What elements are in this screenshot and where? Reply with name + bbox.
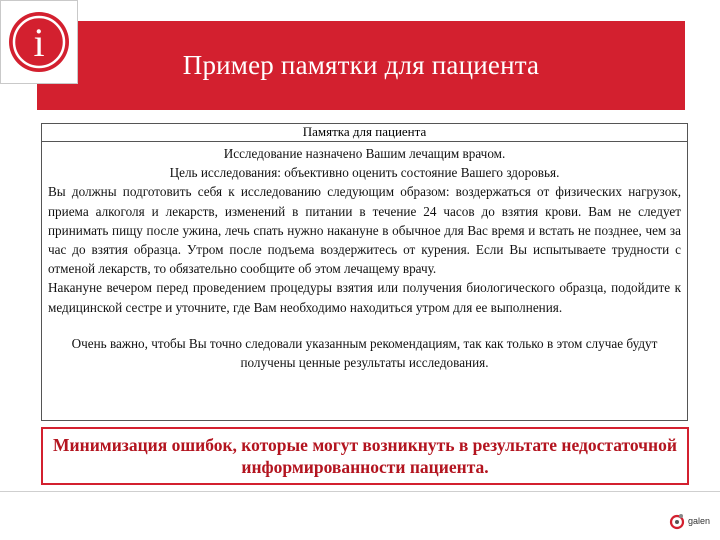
- memo-line-1: Исследование назначено Вашим лечащим врачом.: [223, 146, 506, 161]
- summary-box: [41, 427, 689, 485]
- slide-title: Пример памятки для пациента: [182, 50, 540, 80]
- svg-text:i: i: [33, 20, 45, 65]
- memo-line-2: Цель исследования: объективно оценить состояние Вашего здоровья.: [169, 165, 560, 181]
- summary-text: Минимизация ошибок, которые могут возникнуть в результате недостаточной информированности пациента.: [53, 435, 677, 477]
- memo-paragraph-2: Накануне вечером перед проведением процедуры взятия или получения биологического образца, подойдите к медицинской сестре и уточните, где Вам необходимо находиться утром для ее выполнения.: [48, 280, 681, 315]
- footer-divider: [0, 491, 720, 492]
- info-icon: [6, 9, 72, 75]
- logo-box: [0, 0, 78, 84]
- memo-body: [42, 142, 687, 372]
- galen-brand-text: galen: [688, 516, 711, 526]
- patient-memo: [41, 123, 688, 421]
- memo-important-note: Очень важно, чтобы Вы точно следовали указанным рекомендациям, так как только в этом случае будут получены ценные результаты исследования.: [71, 335, 658, 371]
- memo-paragraph-1: Вы должны подготовить себя к исследованию следующим образом: воздержаться от физических нагрузок, приема алкоголя и лекарств, изменений в питании в течение 24 часов до взятия крови. Вам не следует принимать пищу после ужина, лечь спать нужно накануне в обычное для Вас время и встать не позднее, чем за час до взятия образца. Утром после подъема воздержитесь от курения. Если Вы испытываете трудности с отменой лекарств, то обязательно сообщите об этом лечащему врачу.: [48, 184, 681, 277]
- galen-logo: [668, 512, 710, 530]
- galen-logo-icon: [668, 512, 686, 530]
- memo-title: Памятка для пациента: [42, 124, 687, 142]
